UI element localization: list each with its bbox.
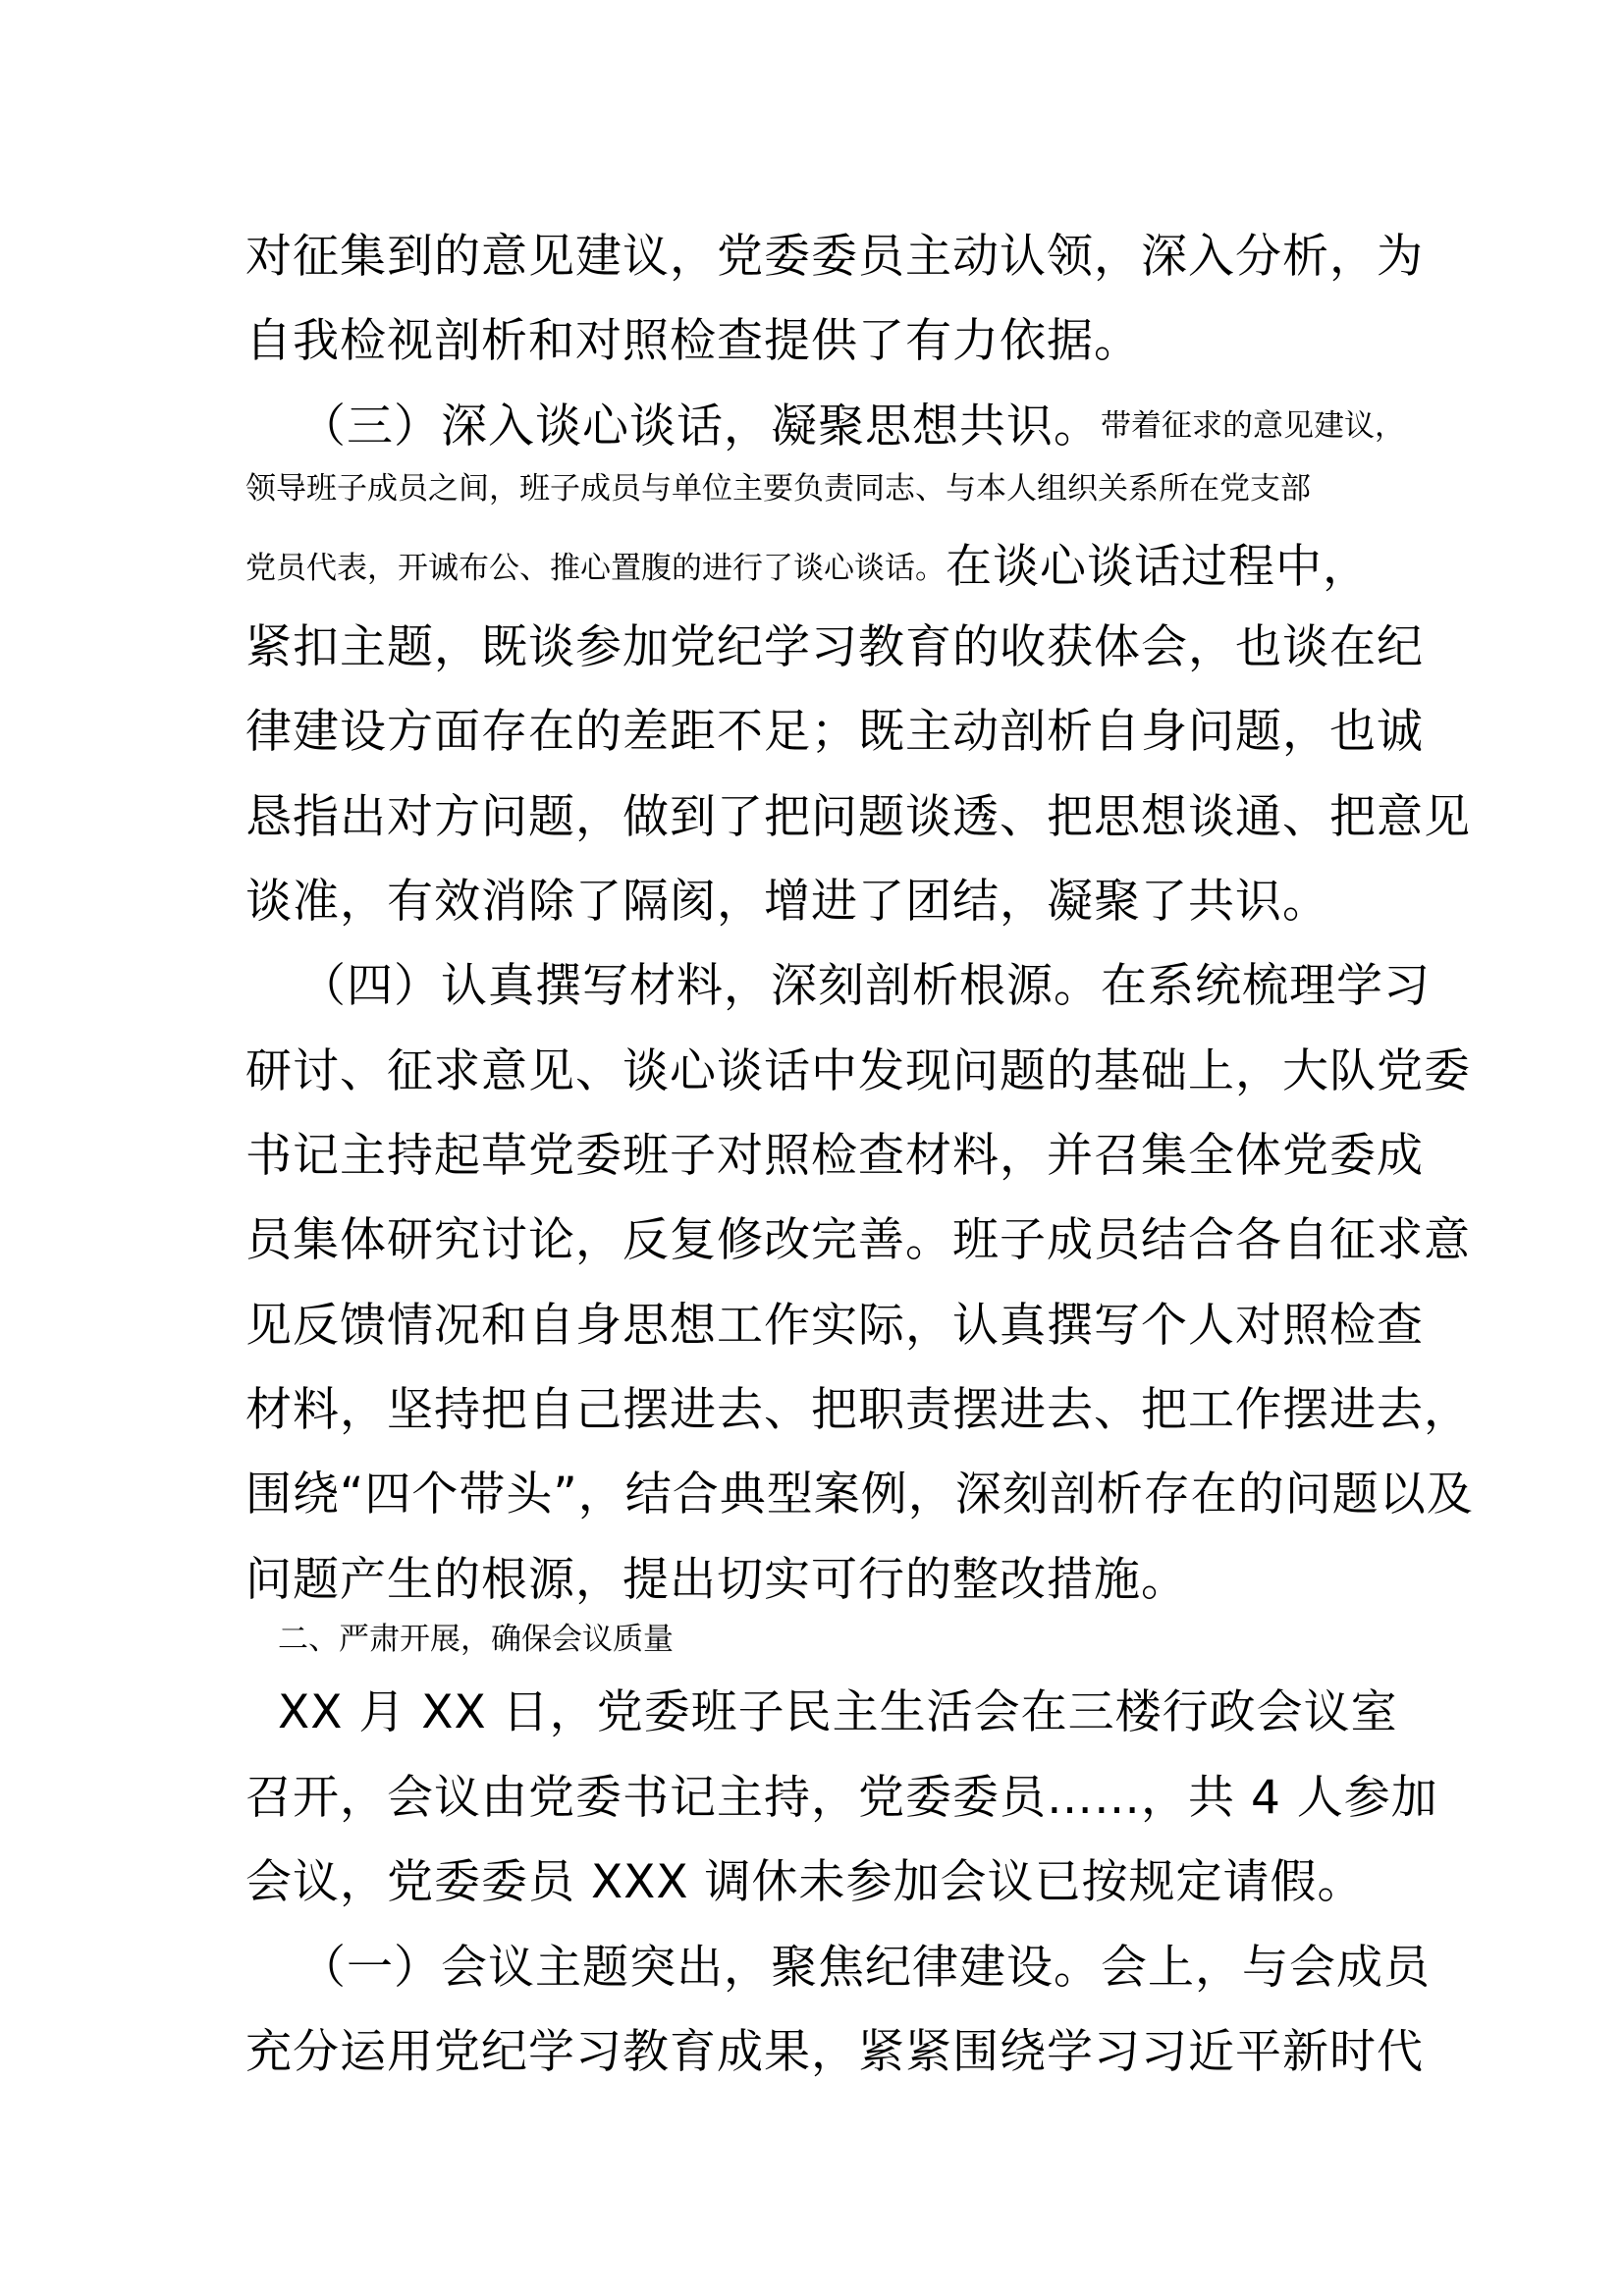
section-title-2: 二、严肃开展，确保会议质量 [278,1622,674,1657]
paragraph-line: 围绕“四个带头”，结合典型案例，深刻剖析存在的问题以及 [245,1468,1474,1522]
paragraph-text: 带着征求的意见建议， [1101,408,1405,444]
paragraph-text-large: 在谈心谈话过程中， [946,540,1370,594]
paragraph-line: 领导班子成员之间，班子成员与单位主要负责同志、与本人组织关系所在党支部 [245,471,1311,507]
paragraph-line: 谈准，有效消除了隔阂，增进了团结，凝聚了共识。 [245,875,1329,929]
paragraph-line: 材料，坚持把自己摆进去、把职责摆进去、把工作摆进去， [245,1383,1471,1437]
paragraph-line: 对征集到的意见建议，党委委员主动认领，深入分析，为 [245,230,1424,284]
paragraph-line: 员集体研究讨论，反复修改完善。班子成员结合各自征求意 [245,1213,1471,1267]
paragraph-line: 书记主持起草党委班子对照检查材料，并召集全体党委成 [245,1129,1424,1183]
paragraph-line: 见反馈情况和自身思想工作实际，认真撰写个人对照检查 [245,1299,1424,1353]
paragraph-line: XX 月 XX 日，党委班子民主生活会在三楼行政会议室 [278,1685,1398,1739]
paragraph-line: 问题产生的根源，提出切实可行的整改措施。 [245,1553,1188,1607]
paragraph-line-mixed [245,538,1370,597]
paragraph-line: 充分运用党纪学习教育成果，紧紧围绕学习习近平新时代 [245,2025,1424,2079]
paragraph-line: 会议，党委委员 XXX 调休未参加会议已按规定请假。 [245,1855,1365,1909]
paragraph-line: 召开，会议由党委书记主持，党委委员……，共 4 人参加 [245,1771,1438,1825]
paragraph-line: 律建设方面存在的差距不足；既主动剖析自身问题，也诚 [245,705,1424,759]
section-heading-3: （三）深入谈心谈话，凝聚思想共识。 [299,400,1101,454]
section-heading-4-line: （四）认真撰写材料，深刻剖析根源。在系统梳理学习 [299,959,1431,1013]
section-heading-line [299,398,1405,456]
paragraph-line: 紧扣主题，既谈参加党纪学习教育的收获体会，也谈在纪 [245,620,1424,674]
section-heading-1-line: （一）会议主题突出，聚焦纪律建设。会上，与会成员 [299,1941,1431,1995]
paragraph-text-small: 党员代表，开诚布公、推心置腹的进行了谈心谈话。 [245,551,946,586]
paragraph-line: 研讨、征求意见、谈心谈话中发现问题的基础上，大队党委 [245,1044,1471,1098]
paragraph-line: 自我检视剖析和对照检查提供了有力依据。 [245,314,1141,368]
paragraph-line: 恳指出对方问题，做到了把问题谈透、把思想谈通、把意见 [245,790,1471,844]
